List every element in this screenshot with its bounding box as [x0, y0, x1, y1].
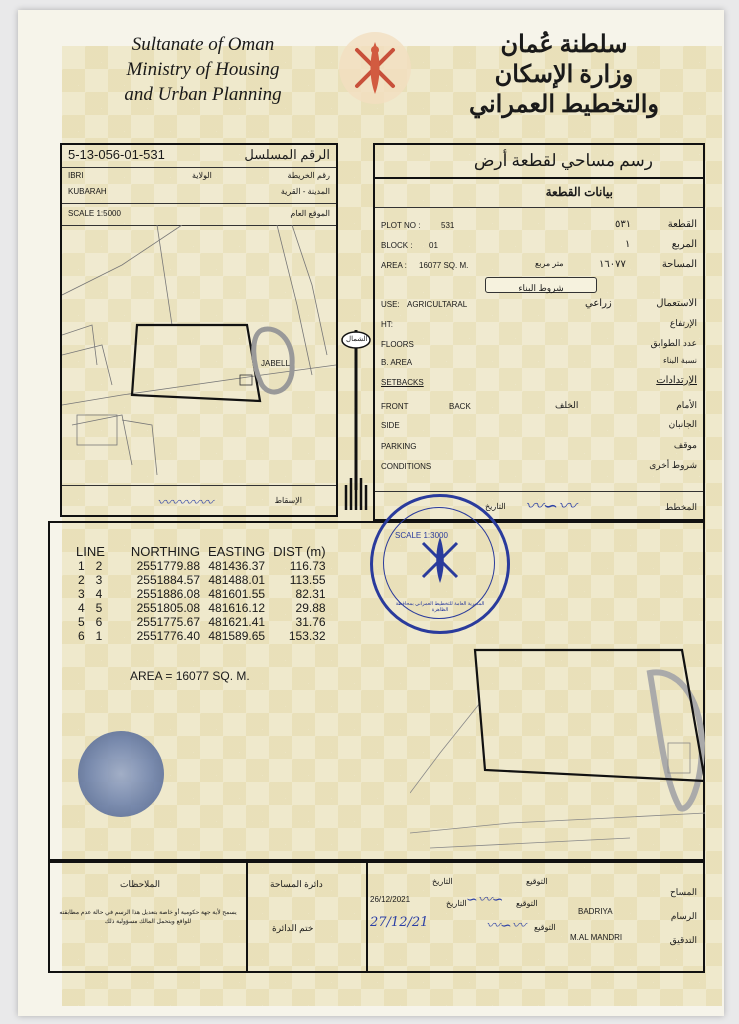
footer-panel	[48, 861, 705, 973]
line-to: 4	[95, 587, 103, 601]
stamp-text: المديرية العامة للتخطيط العمراني بمحافظة الظاهرة	[395, 601, 485, 613]
back-label-ar: الخلف	[555, 400, 579, 410]
dist-cell: 82.31	[295, 587, 326, 601]
north-arrow	[340, 320, 372, 520]
area-label-ar: المساحة	[661, 259, 697, 270]
location-scale: SCALE 1:5000	[68, 209, 121, 218]
dist-cell: 29.88	[295, 601, 326, 615]
plot-data-panel	[373, 143, 705, 521]
area-unit-ar: متر مربع	[535, 259, 564, 268]
total-area: AREA = 16077 SQ. M.	[130, 669, 250, 683]
building-area-label: B. AREA	[381, 358, 413, 367]
table-row	[72, 629, 330, 643]
village-label: المدينة - القرية	[280, 187, 330, 196]
side-label: SIDE	[381, 421, 400, 430]
header-arabic	[449, 30, 679, 120]
use-label: USE:	[381, 300, 400, 309]
back-label: BACK	[449, 402, 471, 411]
front-label: FRONT	[381, 402, 409, 411]
scale-row	[62, 203, 336, 226]
coordinates-header-row	[72, 545, 330, 559]
notes-text: يسمح لأية جهة حكومية أو خاصة بتعديل هذا الرسم في حالة عدم مطابقته للواقع ويتحمل المالك مسؤولية ذلك	[59, 910, 237, 925]
projection-label: الإسقاط	[274, 496, 302, 505]
header-en-line1: Sultanate of Oman	[131, 34, 275, 55]
line-to: 1	[95, 629, 103, 643]
official-stamp-icon	[370, 494, 510, 634]
header-en-line3: and Urban Planning	[124, 84, 282, 105]
ht-label: HT:	[381, 320, 393, 329]
drafter-date-label: التاريخ	[446, 899, 467, 908]
notes-section	[50, 863, 248, 971]
north-label: الشمال	[346, 336, 368, 343]
checker-signature-label: التوقيع	[534, 923, 556, 932]
dist-cell: 31.76	[295, 615, 326, 629]
checker-signature: 〰∽〰	[486, 918, 526, 934]
serial-label: الرقم المسلسل	[244, 147, 330, 162]
northing-cell: 2551805.08	[136, 601, 201, 615]
plot-data-heading-row	[375, 177, 703, 208]
plot-data-heading: بيانات القطعة	[545, 185, 613, 199]
plot-no-value: 531	[441, 221, 455, 230]
use-label-ar: الاستعمال	[656, 298, 697, 309]
easting-cell: 481616.12	[208, 601, 266, 615]
use-value: AGRICULTARAL	[407, 300, 468, 309]
surveyor-date: 26/12/2021	[370, 895, 411, 904]
plot-no-label: PLOT NO :	[381, 221, 421, 230]
header-line: LINE	[76, 544, 105, 559]
conditions-label: CONDITIONS	[381, 462, 432, 471]
map-feature-label: JABELL	[261, 359, 290, 368]
plot-detail-drawing	[410, 633, 705, 861]
northing-cell: 2551775.67	[136, 615, 201, 629]
conditions-label-ar: شروط أخرى	[649, 460, 697, 470]
survey-department-label: دائرة المساحة	[270, 879, 323, 889]
map-no-label: رقم الخريطة	[287, 171, 330, 180]
notes-label: الملاحظات	[120, 879, 160, 889]
surveyor-date-label: التاريخ	[432, 877, 453, 886]
line-from: 5	[78, 615, 85, 629]
wilayat-value: IBRI	[68, 171, 84, 180]
projection-row	[62, 485, 336, 516]
header-dist: DIST (m)	[273, 544, 326, 559]
table-row	[72, 559, 330, 573]
line-to: 3	[95, 573, 103, 587]
dist-cell: 153.32	[288, 629, 326, 643]
easting-cell: 481589.65	[208, 629, 266, 643]
side-label-ar: الجانبان	[668, 419, 697, 429]
national-emblem-icon	[335, 28, 415, 108]
easting-cell: 481601.55	[208, 587, 266, 601]
block-value: 01	[429, 241, 438, 250]
building-conditions-heading	[485, 277, 597, 293]
header-en-line2: Ministry of Housing	[126, 59, 280, 80]
surveyor-label: المساح	[669, 887, 697, 897]
front-label-ar: الأمام	[676, 400, 697, 410]
planner-label: المخطط	[664, 502, 697, 512]
area-label: AREA :	[381, 261, 407, 270]
planner-signature: 〰∽〰	[525, 496, 577, 517]
line-to: 5	[95, 601, 103, 615]
serial-number: 5-13-056-01-531	[68, 147, 165, 162]
line-to: 6	[95, 615, 103, 629]
hologram-seal-icon	[78, 731, 164, 817]
planner-date-label: التاريخ	[485, 502, 506, 511]
floors-label: FLOORS	[381, 340, 414, 349]
use-value-ar: زراعي	[585, 298, 612, 309]
handwritten-date: 27/12/21	[370, 915, 429, 930]
northing-cell: 2551779.88	[136, 559, 201, 573]
location-label: الموقع العام	[290, 209, 330, 218]
line-to: 2	[95, 559, 103, 573]
easting-cell: 481488.01	[208, 573, 266, 587]
easting-cell: 481436.37	[208, 559, 266, 573]
line-from: 3	[78, 587, 85, 601]
signatures-section	[366, 863, 703, 971]
drafter-signature-label: التوقيع	[516, 899, 538, 908]
table-row	[72, 587, 330, 601]
dist-cell: 113.55	[289, 573, 326, 587]
detail-scale: SCALE 1:3000	[395, 531, 448, 540]
northing-cell: 2551886.08	[136, 587, 201, 601]
northing-cell: 2551884.57	[136, 573, 201, 587]
projection-signature: 〰〰〰〰	[157, 495, 213, 511]
northing-cell: 2551776.40	[136, 629, 201, 643]
block-label: BLOCK :	[381, 241, 413, 250]
area-value-ar: ١٦٠٧٧	[599, 259, 626, 270]
plot-title: رسم مساحي لقطعة أرض	[473, 151, 653, 170]
parking-label: PARKING	[381, 442, 417, 451]
block-value-ar: ١	[625, 239, 631, 250]
header-english	[78, 32, 328, 107]
area-value: 16077 SQ. M.	[419, 261, 469, 270]
coordinates-table	[72, 545, 330, 643]
location-map	[62, 225, 336, 485]
block-label-ar: المربع	[671, 239, 697, 250]
line-from: 4	[78, 601, 85, 615]
department-stamp-label: ختم الدائرة	[272, 923, 314, 933]
checker-label: التدقيق	[669, 935, 697, 945]
floors-label-ar: عدد الطوابق	[650, 338, 697, 348]
ht-label-ar: الإرتفاع	[669, 318, 697, 328]
checker-name: M.AL MANDRI	[570, 933, 623, 942]
line-from: 1	[78, 559, 85, 573]
surveyor-signature-label: التوقيع	[526, 877, 548, 886]
drafter-name: BADRIYA	[578, 907, 613, 916]
easting-cell: 481621.41	[208, 615, 266, 629]
building-conditions-label: شروط البناء	[518, 283, 564, 293]
setbacks-label-ar: الإرتدادات	[656, 375, 697, 386]
header-ar-line1: سلطنة عُمان	[500, 32, 628, 58]
header-ar-line2: وزارة الإسكان	[494, 62, 634, 88]
dist-cell: 116.73	[289, 559, 326, 573]
line-from: 2	[78, 573, 85, 587]
table-row	[72, 573, 330, 587]
village-value: KUBARAH	[68, 187, 107, 196]
plot-no-value-ar: ٥٣١	[615, 219, 632, 230]
map-info-rows	[62, 167, 336, 204]
department-section	[246, 863, 368, 971]
serial-row	[62, 145, 336, 168]
table-row	[72, 615, 330, 629]
drafter-label: الرسام	[670, 911, 697, 921]
line-from: 6	[78, 629, 85, 643]
plot-no-label-ar: القطعة	[667, 219, 697, 230]
setbacks-label: SETBACKS	[381, 378, 424, 387]
wilayat-label: الولاية	[192, 171, 212, 180]
location-panel	[60, 143, 338, 517]
plot-title-row	[375, 145, 703, 179]
parking-label-ar: موقف	[673, 440, 697, 450]
header-northing: NORTHING	[130, 544, 201, 559]
drafter-signature: ∽〰∽	[466, 892, 504, 908]
header-ar-line3: والتخطيط العمراني	[468, 92, 660, 118]
table-row	[72, 601, 330, 615]
building-area-label-ar: نسبة البناء	[663, 356, 697, 365]
header-easting: EASTING	[208, 544, 266, 559]
